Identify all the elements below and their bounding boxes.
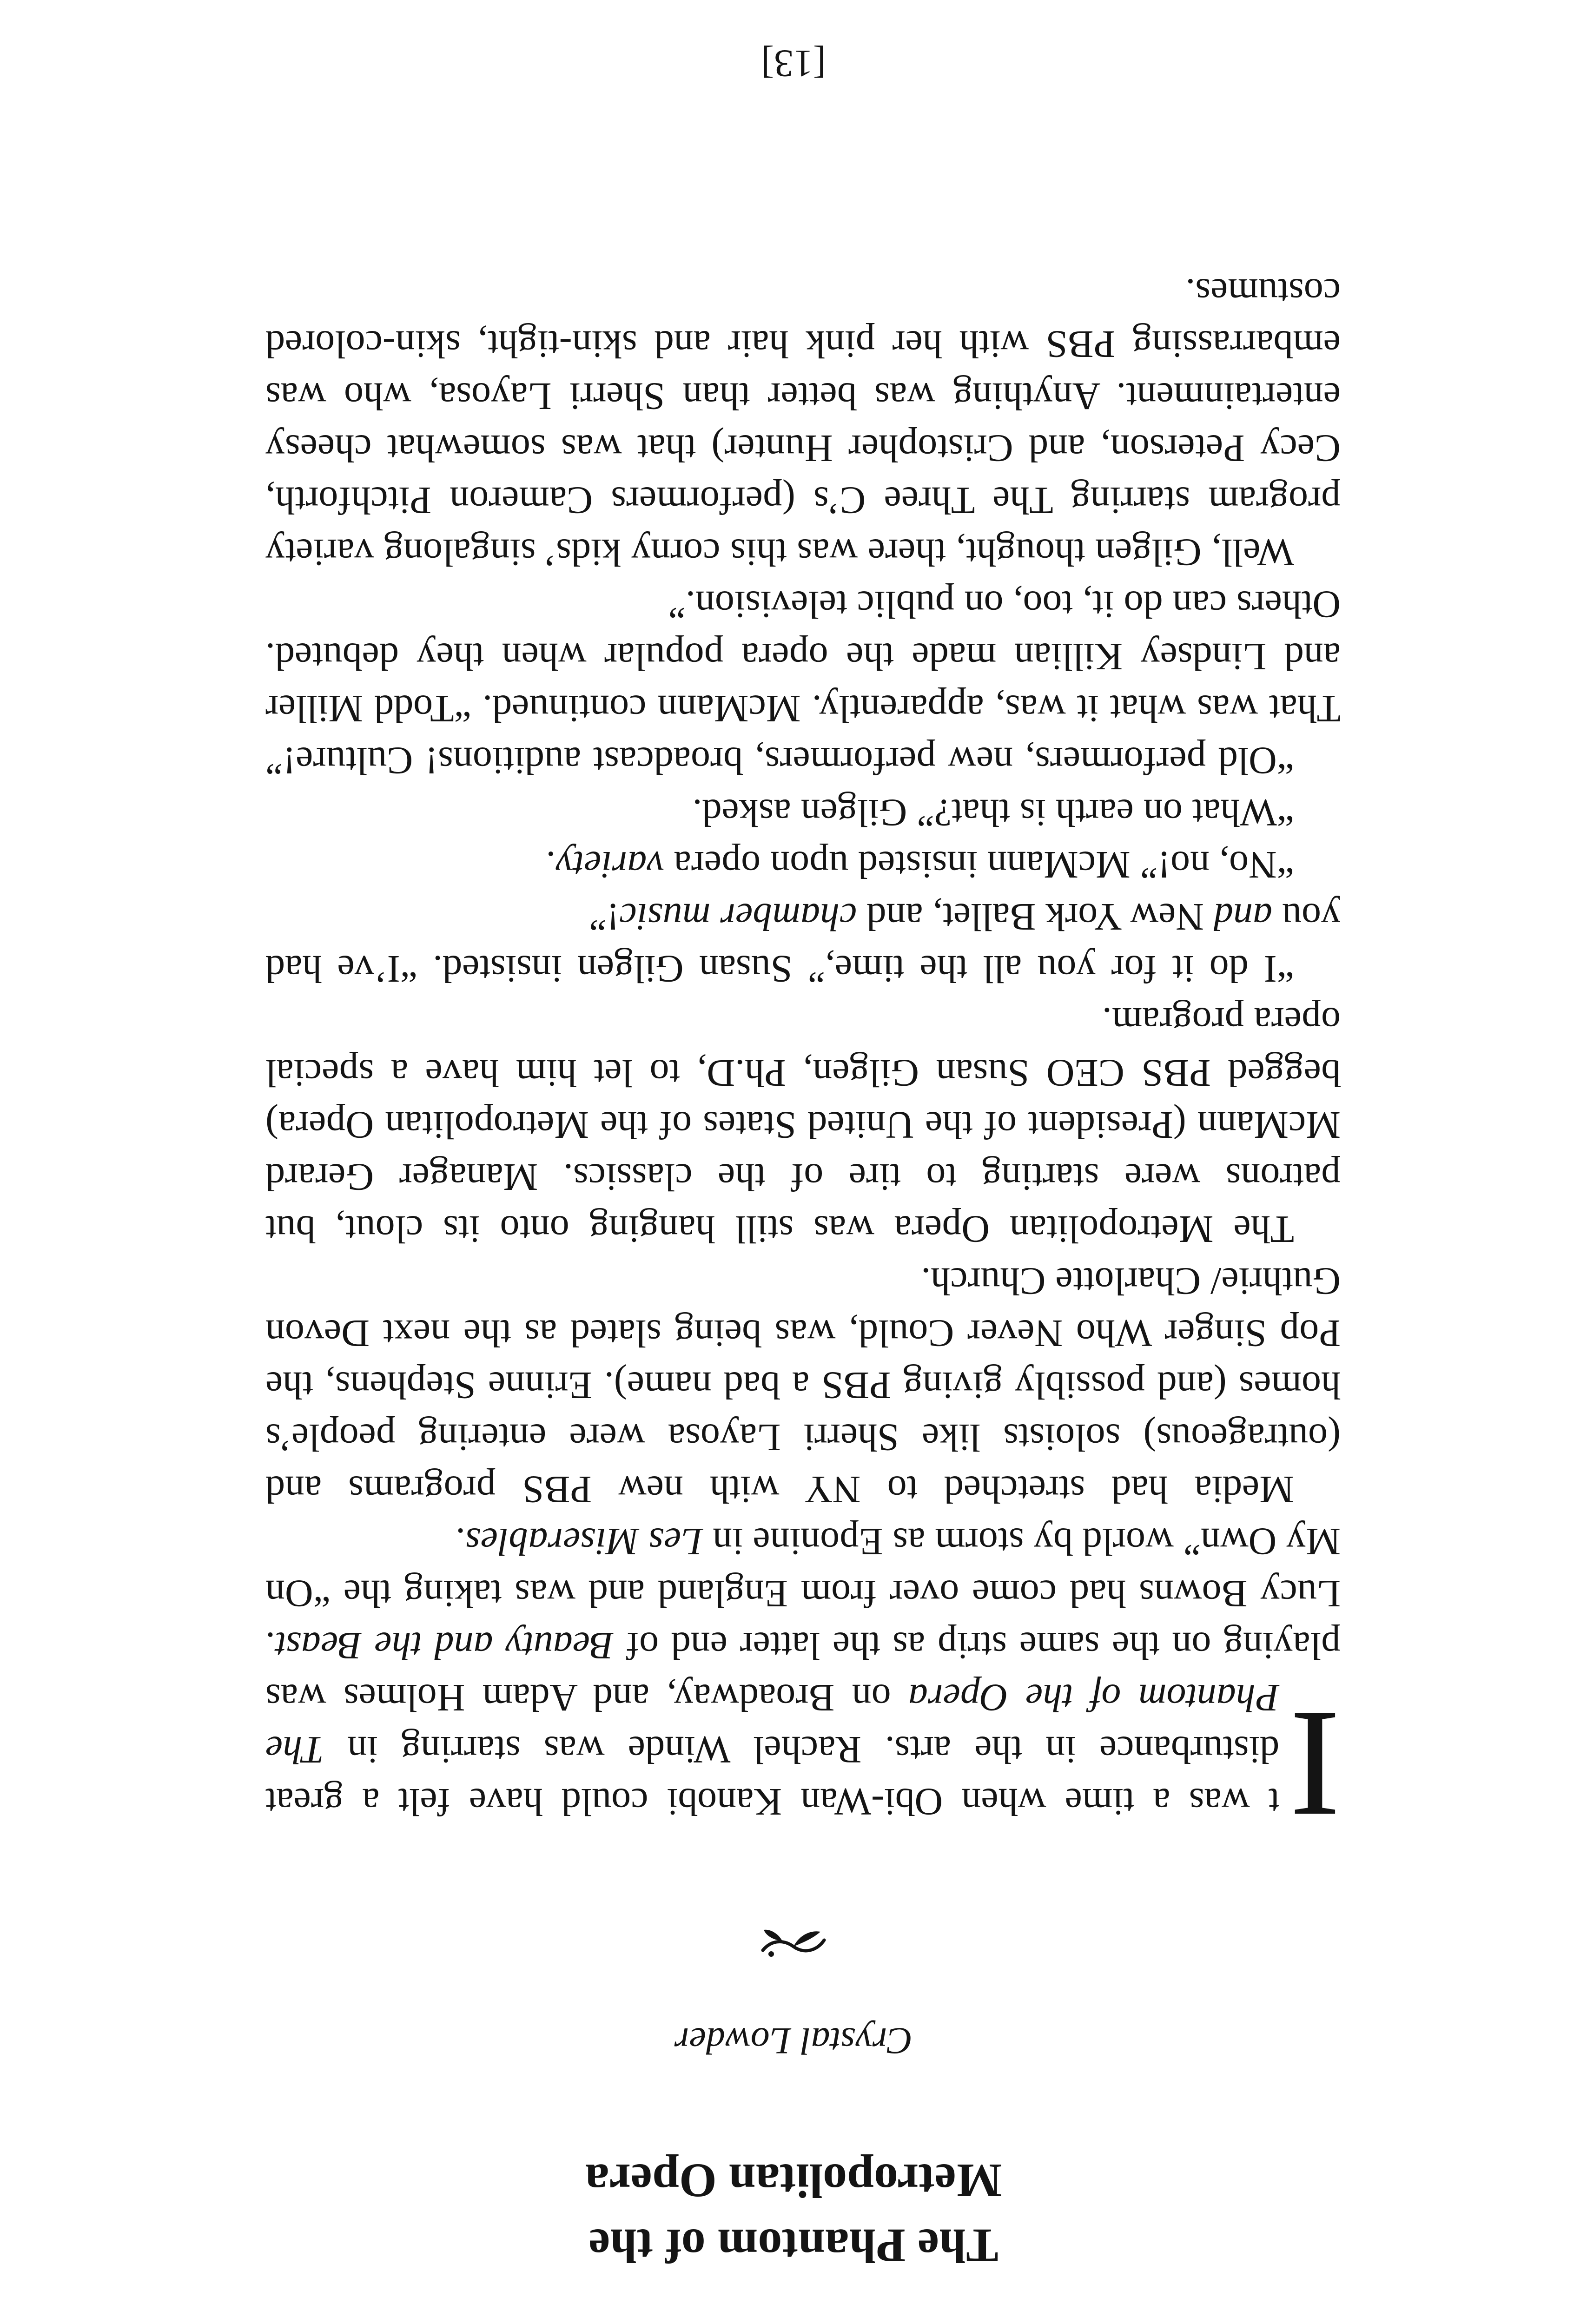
text-run: !” — [589, 895, 620, 938]
italic-text: Les Miserables — [465, 1520, 703, 1563]
text-run: Media had stretched to NY with new PBS programs and (outrageous) soloists like Sherri Layosa were entering people’s homes (and possibly giving PBS a bad name). Erinne Stephens, the Pop Singer Who Never Could, was being slated as the next Devon Guthrie/ Charlotte Church. — [265, 1260, 1341, 1511]
body-paragraph — [265, 995, 1341, 1255]
text-run: . — [546, 843, 556, 886]
title-line-2: Metropolitan Opera — [585, 2154, 1002, 2207]
drop-cap: I — [1289, 1680, 1341, 1849]
text-run: . — [456, 1520, 466, 1563]
body-paragraph — [265, 1515, 1341, 1849]
article-body — [265, 266, 1341, 1849]
title-line-1: The Phantom of the — [589, 2219, 998, 2272]
body-paragraph — [265, 578, 1341, 786]
italic-text: variety — [555, 843, 664, 886]
body-paragraph — [265, 891, 1341, 995]
italic-text: and — [1214, 895, 1272, 938]
body-paragraph — [265, 838, 1341, 891]
body-paragraph — [265, 1255, 1341, 1515]
text-run: on Broadway, and Adam Holmes was playing on the same strip as the latter end of — [265, 1624, 1341, 1719]
text-run: “Old performers, new performers, broadcast auditions! Culture!” That was what it was, apparently. McMann continued. “Todd Miller and Lindsey Killian made the opera popular when they debuted. Others can do it, too, on public television.” — [265, 583, 1341, 782]
body-paragraph — [265, 786, 1341, 838]
hedera-fleuron-icon — [761, 1925, 826, 1961]
italic-text: The Phantom of the Opera — [265, 1676, 1280, 1771]
text-run: Well, Gilgen thought, there was this corny kids’ singalong variety program starring The Three C’s (performers Cameron Pitchforth, Cecy Peterson, and Cristopher Hunter) that was somewhat cheesy entertainment. Anything was better than Sherri Layosa, who was embarrassing PBS with her pink hair and skin-tight, skin-colored costumes. — [265, 271, 1341, 574]
page-number: [13] — [761, 42, 826, 85]
text-run: The Metropolitan Opera was still hanging onto its clout, but patrons were starting to tire of the classics. Manager Gerard McMann (President of the United States of the Metropolitan Opera) begged PBS CEO Susan Gilgen, Ph.D, to let him have a special opera program. — [265, 999, 1341, 1251]
text-run: “What on earth is that?” Gilgen asked. — [692, 791, 1294, 834]
text-run: “I do it for you all the time,” Susan Gilgen insisted. “I’ve had you — [265, 895, 1341, 990]
italic-text: chamber music — [619, 895, 857, 938]
body-paragraph — [265, 266, 1341, 578]
italic-text: Beauty and the Beast — [275, 1624, 614, 1667]
text-run: t was a time when Obi-Wan Kanobi could have felt a great disturbance in the arts. Rachel Winde was starring in — [265, 1728, 1280, 1823]
text-run: “No, no!” McMann insisted upon opera — [664, 843, 1294, 886]
author-byline: Crystal Lowder — [674, 2020, 913, 2062]
text-run: . Lucy Bowns had come over from England and was taking the “On My Own” world by storm as Eponine in — [265, 1520, 1341, 1667]
text-run: New York Ballet, and — [857, 895, 1214, 938]
